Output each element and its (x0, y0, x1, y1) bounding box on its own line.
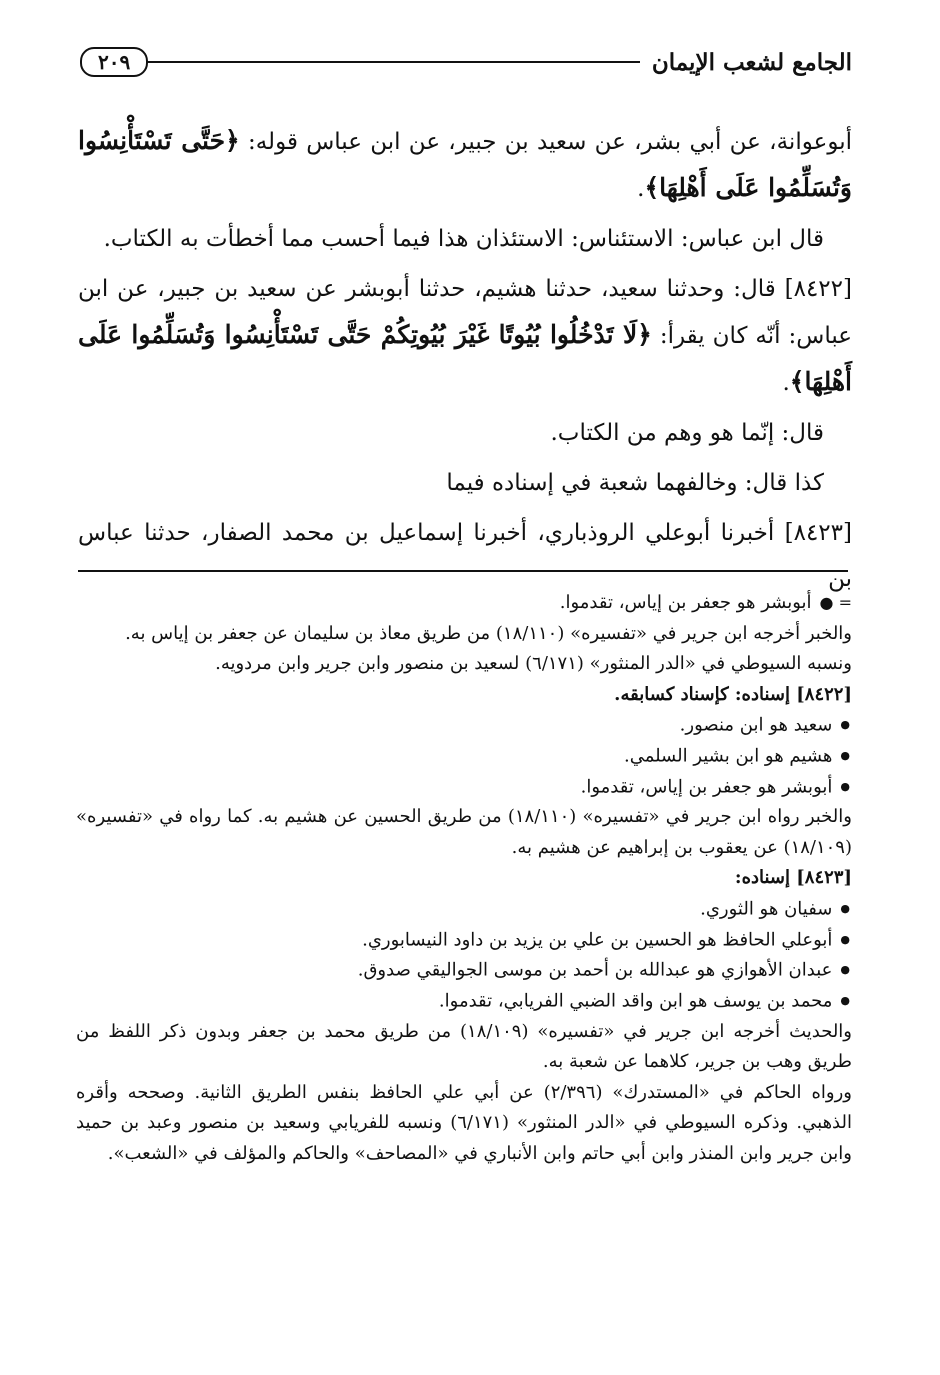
footnote-bullet: ● سعيد هو ابن منصور. (76, 710, 852, 741)
paragraph-1-end: . (637, 176, 645, 202)
footnote-line: = ● أبوبشر هو جعفر بن إياس، تقدموا. (76, 588, 852, 619)
page-number: ٢٠٩ (80, 47, 148, 77)
quran-verse-2: ﴿لَا تَدْخُلُوا بُيُوتًا غَيْرَ بُيُوتِكُمْ حَتَّى تَسْتَأْنِسُوا وَتُسَلِّمُوا عَلَى أَهْلِهَا﴾ (78, 320, 852, 396)
footnote-line: ونسبه السيوطي في «الدر المنثور» (٦/١٧١) لسعيد بن منصور وابن جرير وابن مردويه. (215, 653, 852, 674)
paragraph-1 (78, 118, 852, 212)
footnote-bullet: ● عبدان الأهوازي هو عبدالله بن أحمد بن موسى الجواليقي صدوق. (76, 955, 852, 986)
hadith-8423: [٨٤٢٣] أخبرنا أبوعلي الروذباري، أخبرنا إسماعيل بن محمد الصفار، حدثنا عباس بن (78, 520, 852, 592)
paragraph-2: قال ابن عباس: الاستئناس: الاستئذان هذا فيما أحسب مما أخطأت به الكتاب. (103, 226, 824, 252)
header-rule (148, 61, 640, 63)
footnote-line: والخبر رواه ابن جرير في «تفسيره» (١٨/١١٠) من طريق الحسين عن هشيم به. كما رواه في «تفسيره» (١٨/١٠٩) عن يعقوب بن إبراهيم عن هشيم به. (76, 806, 852, 858)
footnote-heading: [٨٤٢٣] إسناده: (734, 867, 852, 889)
footnote-line: والحديث أخرجه ابن جرير في «تفسيره» (١٨/١٠٩) من طريق محمد بن جعفر وبدون ذكر اللفظ من طريق وهب بن جرير، كلاهما عن شعبة به. (76, 1020, 852, 1073)
paragraph-5: كذا قال: وخالفهما شعبة في إسناده فيما (446, 470, 824, 496)
footnote-divider (78, 570, 848, 572)
quran-verse-1: ﴿حَتَّى تَسْتَأْنِسُوا وَتُسَلِّمُوا عَلَى أَهْلِهَا﴾ (78, 126, 852, 202)
footnote-line: والخبر أخرجه ابن جرير في «تفسيره» (١٨/١١٠) من طريق معاذ بن سليمان عن جعفر بن إياس به. (125, 622, 852, 644)
footnote-bullet: ● أبوبشر هو جعفر بن إياس، تقدموا. (76, 772, 852, 803)
paragraph-4: قال: إنّما هو وهم من الكتاب. (550, 420, 824, 446)
main-text (78, 118, 852, 606)
footnote-bullet: ● هشيم هو ابن بشير السلمي. (76, 741, 852, 772)
book-title: الجامع لشعب الإيمان (651, 48, 852, 76)
footnotes (76, 588, 852, 1169)
footnote-bullet: ● سفيان هو الثوري. (76, 894, 852, 925)
footnote-bullet: ● محمد بن يوسف هو ابن واقد الضبي الفريابي، تقدموا. (76, 986, 852, 1017)
paragraph-1-text: أبوعوانة، عن أبي بشر، عن سعيد بن جبير، عن ابن عباس قوله: (239, 129, 853, 155)
footnote-heading: [٨٤٢٢] إسناده: كإسناد كسابقه. (614, 683, 852, 705)
footnote-line: ورواه الحاكم في «المستدرك» (٢/٣٩٦) عن أبي علي الحافظ بنفس الطريق الثانية. وصححه وأقره الذهبي. وذكره السيوطي في «الدر المنثور» (٦/١٧١) ونسبه للفريابي وسعيد بن منصور وعبد بن حميد وابن جرير وابن المنذر وابن أبي حاتم وابن الأنباري في «المصاحف» والحاكم والمؤلف في «الشعب». (76, 1081, 852, 1164)
paragraph-3-end: . (782, 370, 790, 396)
page-header (80, 40, 852, 84)
footnote-bullet: ● أبوعلي الحافظ هو الحسين بن علي بن يزيد بن داود النيسابوري. (76, 925, 852, 956)
hadith-8422-text: [٨٤٢٢] قال: وحدثنا سعيد، حدثنا هشيم، حدثنا أبوبشر عن سعيد بن جبير، عن ابن عباس: أنّه كان يقرأ: (78, 276, 853, 349)
paragraph-3 (78, 266, 852, 406)
